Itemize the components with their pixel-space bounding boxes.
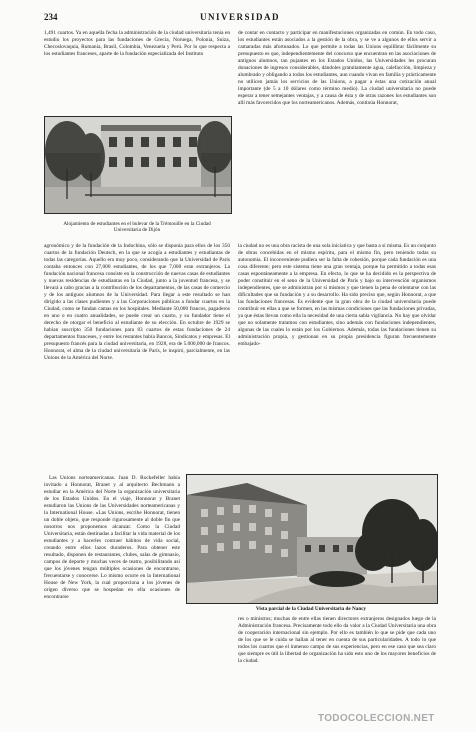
paragraph: agronómico y de la fundación de la Indochina, sólo se disponía para ellos de los 350 cuartos de la fundación Deutsch, en la que se acogía a estudiantes y estudiantas de todas las categorías. Aquello era muy poco, considerando que la Universidad de París contaba entonces con 27,000 estudiantes, de los que 7,000 eran extranjeros. La fundación nacional francesa consiste en la construcción de nuevas casas de estudiantes y nuevas residencias de estudiantas en la Ciudad, junto a la juventud francesa, y se llevará a cabo gracias a la contribución de los departamentos, de las casas de comercio y de los antiguos alumnos de la Universidad. Para llegar a este resultado se han dirigido a las clases pudientes y a las Corporaciones públicas a fundar cuartos en la Ciudad, como se fundan camas en los hospitales. Mediante 50,000 francos, pagaderos en uno o en cuatro anualidades, se puede crear un cuarto, y su fundador tiene el derecho de otorgar el beneficio al estudiante de su elección. En octubre de 1929 se habían suscripto 350 fundaciones para 83 cuartos de estas fundaciones de 24 departamentos franceses, y entre los restantes había Bancos, Sindicatos y empresas. El presupuesto francés para la ciudad universitaria, en 1928, era de 5.000,000 de francos. Honnorat, el alma de la ciudad universitaria de París, le inspiró, parcialmente, en las Unions de la América del Norte. bbox=[44, 243, 230, 361]
paragraph: res o ministros; muchas de entre ellas tienen directores extranjeros designados luego de la Administración francesa. Precisamente todo ello da valor a la Ciudad Universitaria una obra de cooperación internacional sin ejemplo. Por ello es también lo que se pide que cada uno de los que se le cuida se hallan al tener en cuenta de sus particularidades. A todo lo que todos los cuartos que el inmenso campo de sus experiencias, pero en ese caso que sea claro que siempre es útil la libertad de organización ha sido esto uno de los mayores beneficios de la ciudad. bbox=[238, 616, 436, 664]
paragraph: de contar en contacto y participar en manifestaciones organizadas en común. En todo caso, los estudiantes están asociados a la gestión de la obra, y se ve a algunos de ellos servir a camaradas más afortunados. Lo que permite a todas las Unions equilibrar fácilmente su presupuesto es que, independientemente del concurso que encuentran en las asociaciones de antiguos alumnos, tan pujantes en los Estados Unidos, las Universidades les procuran donaciones de ingresos considerables, dándoles gratuitamente agua, calefacción, limpieza y alumbrado y obligando a todos los estudiantes, aun cuando vivan en familia y prácticamente no utilicen jamás los servicios de las Unions, a pagar a éstas una cotización anual importante (de 5 a 10 dólares como término medio). La ciudad universitaria no puede esperar a tener semejantes ventajas, y a causa de ésta y de otras razones los estudiantes son allí más favorecidos que los norteamericanos. Además, continúa Honnorat, bbox=[238, 30, 436, 106]
text-column-top-left bbox=[44, 30, 230, 68]
text-column-top-right bbox=[238, 30, 436, 240]
photo-caption-nancy: Vista parcial de la Ciudad Universitaria de Nancy bbox=[255, 606, 367, 612]
watermark-text: TODOCOLECCION.NET bbox=[318, 713, 435, 724]
building-photo-dijon bbox=[45, 117, 231, 213]
paragraph: la ciudad no es una obra racista de una sola iniciativa y que basta a sí misma. Es un conjunto de obras concebidas en el mismo espíritu, para el mismo fin, pero teniendo todas su autonomía. El inconveniente pudiera ser la falta de cohesión, porque cada fundación es una cosa diferente; pero este sistema tiene una gran ventaja, porque ha permitido a todas esas casas espontáneamente a la empresa. En efecto, lo que se ha decidido es la perspectiva de poder constituir en el seno de la Universidad de París y bajo su intervención organismos independientes, que se administran por sí mismos y que tienen la pena de orientarse con las dificultades que su fundación y a su desarrollo. Ha sido preciso que, según Honnorat, a que las fundaciones francesas. Es evidente que la gran obra de la ciudad universitaria puede contribuir en ellas a que se formen, en las mismas condiciones que las fundaciones privadas, ya que éstas llevan como ella la necesidad de una cierta sabia vigilancia. No hay que olvidar que no solamente tratamos con estudiantes, sino además con fundaciones independientes, algunas de las cuales lo están por los Gobiernos. Además, todas las fundaciones tienen su administración propia, y gestionan en su propia presidencia figuran frecuentemente embajado- bbox=[238, 243, 436, 347]
page-number: 234 bbox=[44, 12, 58, 22]
photo-dijon-residence bbox=[44, 116, 232, 214]
page-header bbox=[44, 12, 436, 26]
text-column-bottom-right bbox=[238, 616, 436, 706]
text-column-middle-right bbox=[238, 243, 436, 471]
text-column-middle-left bbox=[44, 243, 230, 471]
photo-nancy-campus bbox=[186, 474, 438, 604]
running-title: UNIVERSIDAD bbox=[199, 12, 280, 22]
building-photo-nancy bbox=[187, 475, 437, 603]
paragraph: 1,491 cuartos. Ya en aquella fecha la administración de la ciudad universitaria tenía en estudio los proyectos para las fundaciones de Grecia, Noruega, Polonia, Suiza, Checoslovaquia, Rumania, Brasil, Colombia, Venezuela y Perú. Por lo que respecta a los estudiantes franceses, aparte de la fundación especializada del Instituto bbox=[44, 30, 230, 57]
photo-caption-dijon: Alojamiento de estudiantes en el bulevar de la Trémouille en la Ciudad Universitaria de Dijón bbox=[63, 221, 211, 234]
text-column-lower-left bbox=[44, 475, 180, 701]
paragraph: Las Unions norteamericanas. Juan D. Rockefeller había invitado a Honnorat, Branet y al arquitecto Bechmann a estudiar en la América del Norte la organización universitaria de los Estados Unidos. En el viaje, Honnorat y Branet estudiaron las Unions de las Universidades norteamericanas y la International House. «Las Unions, escribe Honnorat, tienen un doble objeto, que responde rigurosamente al doble fin que nosotros nos proponemos alcanzar. Como la Ciudad Universitaria, están destinadas a facilitar la vida material de los estudiantes y a hacerles contraer hábitos de vida social, creando entre ellos lazos duraderos. Para obtener este resultado, disponen de restaurantes, clubes, salas de gimnasio, campos de deporte y muchas veces de teatro, posibilitando así que los jóvenes tengan múltiples ocasiones de encontrarse, frecuentarse y conocerse. Lo mismo ocurre en la International House de New York, la cual proporciona a los jóvenes de origen diverso que se hospedan en ella ocasiones de encontrarse bbox=[44, 475, 180, 600]
